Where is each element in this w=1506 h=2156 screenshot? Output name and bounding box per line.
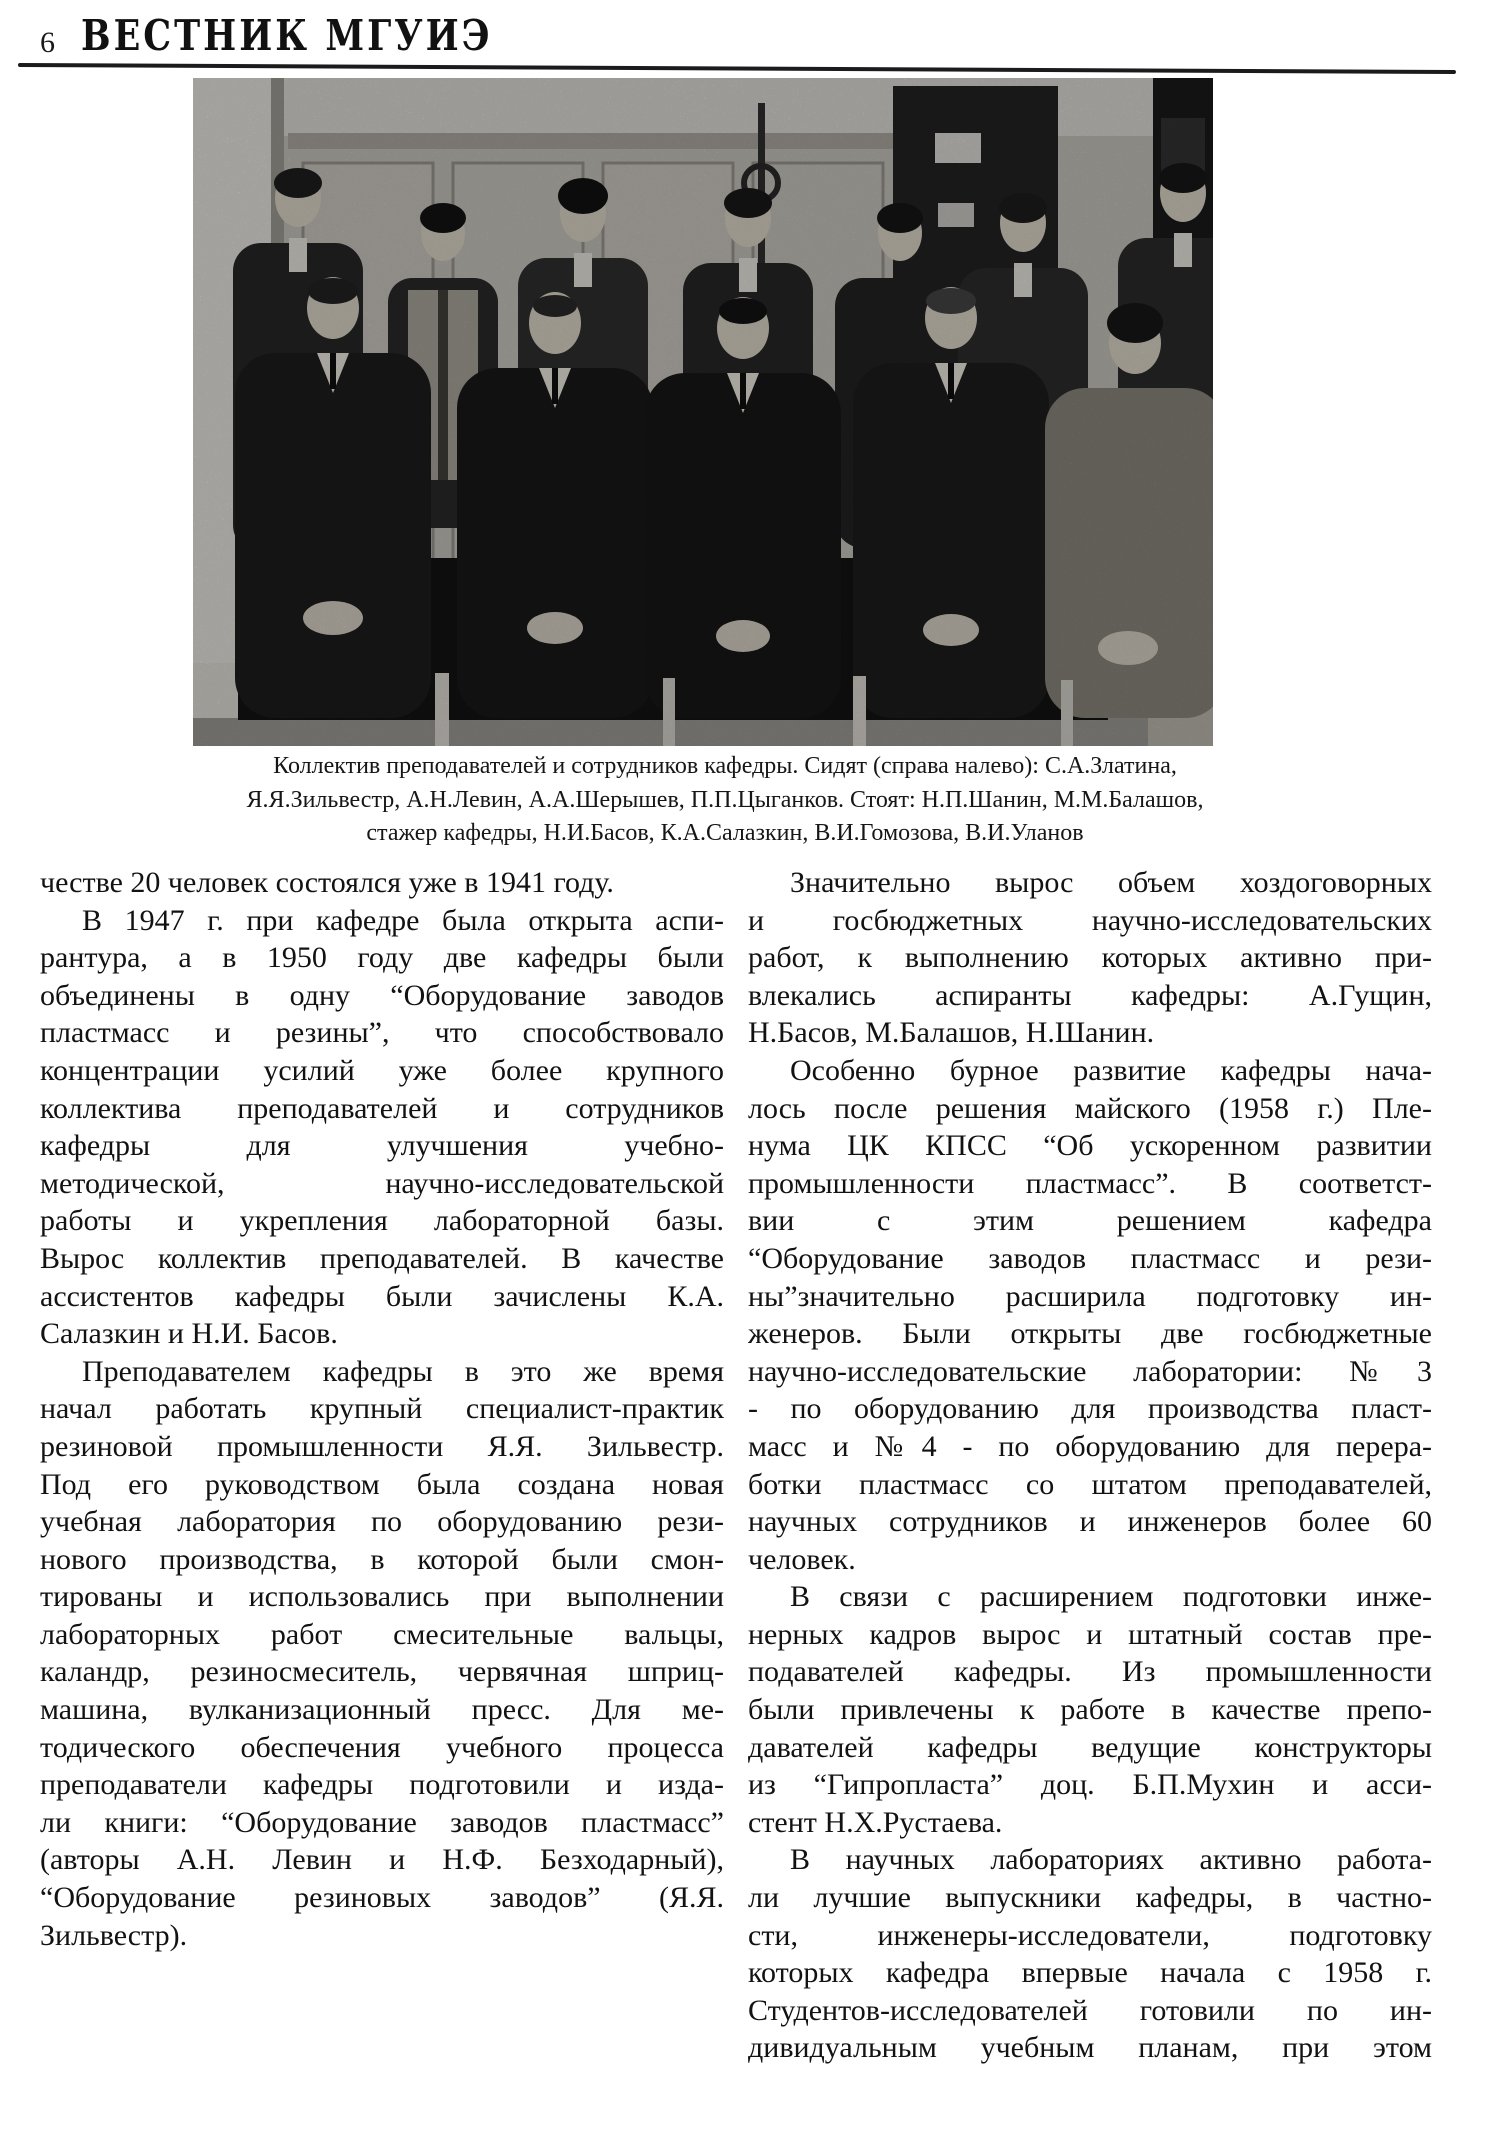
- paragraph: [748, 864, 1432, 1052]
- text-line: лось после решения майского (1958 г.) Пле-: [748, 1091, 1432, 1125]
- text-line: Под его руководством была создана новая: [40, 1467, 724, 1501]
- text-line: нового производства, в которой были смон-: [40, 1542, 724, 1576]
- text-line: преподаватели кафедры подготовили и изда-: [40, 1768, 724, 1802]
- text-line: Преподавателем кафедры в это же время: [82, 1354, 724, 1388]
- text-line: масс и №4 - по оборудованию для перера-: [748, 1429, 1432, 1463]
- text-line: каландр, резиносмеситель, червячная шприц-: [40, 1655, 724, 1689]
- text-line: которых кафедра впервые начала с 1958 г.: [748, 1956, 1432, 1990]
- text-line: (авторы А.Н. Левин и Н.Ф. Безходарный),: [40, 1843, 724, 1877]
- paragraph: [40, 1353, 724, 1955]
- text-line: В научных лабораториях активно работа-: [790, 1843, 1432, 1877]
- journal-title: ВЕСТНИК МГУИЭ: [81, 11, 493, 61]
- text-columns: [40, 864, 1432, 2067]
- text-line: сти, инженеры-исследователи, подготовку: [748, 1918, 1432, 1952]
- text-line: научных сотрудников и инженеров более 60: [748, 1505, 1432, 1539]
- caption-line: стажер кафедры, Н.И.Басов, К.А.Салазкин, В.И.Гомозова, В.И.Уланов: [366, 820, 1084, 846]
- text-line: давателей кафедры ведущие конструкторы: [748, 1730, 1432, 1764]
- text-line: лабораторных работ смесительные вальцы,: [40, 1617, 724, 1651]
- paragraph: [748, 1052, 1432, 1578]
- column-left: [40, 864, 724, 2067]
- paragraph: [40, 902, 724, 1353]
- header-rule: [18, 63, 1456, 74]
- text-line: концентрации усилий уже более крупного: [40, 1053, 724, 1087]
- text-line: ассистентов кафедры были зачислены К.А.: [40, 1279, 724, 1313]
- text-line: Особенно бурное развитие кафедры нача-: [790, 1053, 1432, 1087]
- text-line: тированы и использовались при выполнении: [40, 1580, 724, 1614]
- text-line: подавателей кафедры. Из промышленности: [748, 1655, 1432, 1689]
- text-line: честве 20 человек состоялся уже в 1941 году.: [40, 866, 614, 899]
- text-line: научно-исследовательские лаборатории: №3: [748, 1354, 1432, 1388]
- text-line: “Оборудование заводов пластмасс и рези-: [748, 1241, 1432, 1275]
- text-line: объединены в одну “Оборудование заводов: [40, 978, 724, 1012]
- text-line: коллектива преподавателей и сотрудников: [40, 1091, 724, 1125]
- text-line: стент Н.Х.Рустаева.: [748, 1805, 1003, 1839]
- text-line: рантура, а в 1950 году две кафедры были: [40, 941, 724, 975]
- text-line: Салазкин и Н.И. Басов.: [40, 1317, 338, 1351]
- text-line: нума ЦК КПСС “Об ускоренном развитии: [748, 1129, 1432, 1163]
- text-line: работ, к выполнению которых активно при-: [748, 941, 1432, 975]
- text-line: Студентов-исследователей готовили по ин-: [748, 1993, 1432, 2027]
- text-line: влекались аспиранты кафедры: А.Гущин,: [748, 978, 1432, 1012]
- text-line: пластмасс и резины”, что способствовало: [40, 1016, 724, 1050]
- text-line: работы и укрепления лабораторной базы.: [40, 1204, 724, 1238]
- text-line: “Оборудование резиновых заводов” (Я.Я.: [40, 1881, 724, 1915]
- caption-line: Коллектив преподавателей и сотрудников кафедры. Сидят (справа налево): С.А.Златина,: [273, 753, 1177, 779]
- text-line: из “Гипропласта” доц. Б.П.Мухин и асси-: [748, 1768, 1432, 1802]
- text-line: резиновой промышленности Я.Я. Зильвестр.: [40, 1429, 724, 1463]
- text-line: Значительно вырос объем хоздоговорных: [790, 866, 1432, 899]
- text-line: Н.Басов, М.Балашов, Н.Шанин.: [748, 1016, 1155, 1050]
- paragraph: [748, 1578, 1432, 1841]
- group-photo: [193, 78, 1213, 746]
- page-header: [40, 11, 493, 61]
- photo-grain-overlay: [193, 78, 1213, 746]
- photo-canvas: [193, 78, 1213, 746]
- text-line: вии с этим решением кафедра: [748, 1204, 1432, 1238]
- text-line: ны”значительно расширила подготовку ин-: [748, 1279, 1432, 1313]
- text-line: начал работать крупный специалист-практик: [40, 1392, 724, 1426]
- photo-caption: [60, 750, 1390, 851]
- text-line: тодического обеспечения учебного процесса: [40, 1730, 724, 1764]
- text-line: ли лучшие выпускники кафедры, в частно-: [748, 1881, 1432, 1915]
- text-line: - по оборудованию для производства пласт-: [748, 1392, 1432, 1426]
- text-line: В 1947 г. при кафедре была открыта аспи-: [82, 903, 724, 937]
- text-line: кафедры для улучшения учебно-: [40, 1129, 724, 1163]
- text-line: учебная лаборатория по оборудованию рези-: [40, 1505, 724, 1539]
- text-line: методической, научно-исследовательской: [40, 1166, 724, 1200]
- paragraph: [748, 1841, 1432, 2067]
- text-line: и госбюджетных научно-исследовательских: [748, 903, 1432, 937]
- paragraph: [40, 864, 724, 902]
- text-line: ли книги: “Оборудование заводов пластмасс”: [40, 1805, 724, 1839]
- text-line: Вырос коллектив преподавателей. В качестве: [40, 1241, 724, 1275]
- column-right: [748, 864, 1432, 2067]
- text-line: В связи с расширением подготовки инже-: [790, 1580, 1432, 1614]
- text-line: промышленности пластмасс”. В соответст-: [748, 1166, 1432, 1200]
- text-line: ботки пластмасс со штатом преподавателей,: [748, 1467, 1432, 1501]
- text-line: человек.: [748, 1542, 856, 1576]
- text-line: женеров. Были открыты две госбюджетные: [748, 1317, 1432, 1351]
- text-line: машина, вулканизационный пресс. Для ме-: [40, 1693, 724, 1727]
- page-number: 6: [40, 26, 55, 59]
- text-line: были привлечены к работе в качестве препо-: [748, 1693, 1432, 1727]
- caption-line: Я.Я.Зильвестр, А.Н.Левин, А.А.Шерышев, П.П.Цыганков. Стоят: Н.П.Шанин, М.М.Балашов,: [246, 786, 1204, 813]
- text-line: дивидуальным учебным планам, при этом: [748, 2031, 1432, 2065]
- text-line: Зильвестр).: [40, 1918, 188, 1952]
- text-line: нерных кадров вырос и штатный состав пре-: [748, 1617, 1432, 1651]
